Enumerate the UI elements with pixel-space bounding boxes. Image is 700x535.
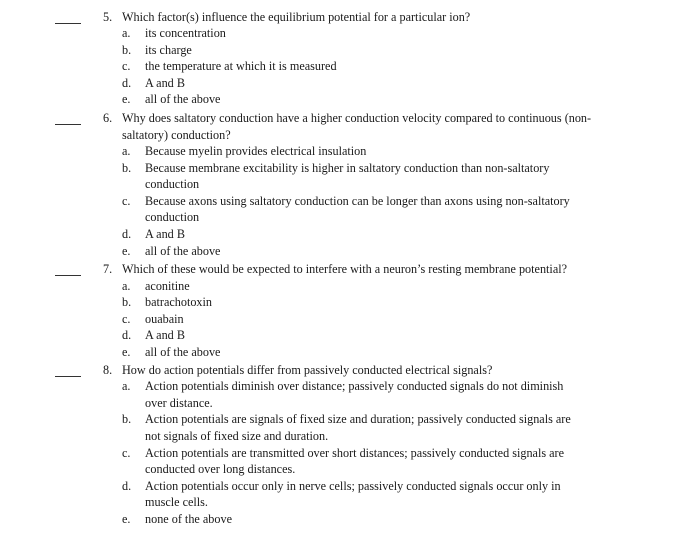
option-letter: d.: [122, 478, 132, 493]
answer-blank-5[interactable]: [55, 23, 81, 24]
option-text: its concentration: [145, 26, 226, 40]
option-letter: d.: [122, 227, 132, 241]
option-text: Action potentials diminish over distance; passively conducted signals do not diminish over distance.: [145, 379, 564, 410]
option-letter: b.: [122, 160, 132, 175]
option-text: aconitine: [145, 278, 190, 293]
option-text: all of the above: [145, 243, 221, 258]
option-text: A and B: [145, 75, 185, 90]
option-letter: a.: [122, 379, 131, 394]
option-letter: b.: [122, 295, 132, 310]
option-text: all of the above: [145, 345, 221, 359]
question-text: Why does saltatory conduction have a higher conduction velocity compared to continuous (non-saltatory) conduction?: [122, 111, 592, 142]
question-text: How do action potentials differ from passively conducted electrical signals?: [122, 362, 493, 377]
option-text: A and B: [145, 328, 185, 343]
answer-blank-6[interactable]: [55, 124, 81, 125]
option-text: Because membrane excitability is higher in saltatory conduction than non-saltatory conduction: [145, 160, 550, 192]
option-letter: a.: [122, 278, 131, 293]
question-text: Which of these would be expected to interfere with a neuron’s resting membrane potential?: [122, 262, 568, 276]
option-letter: d.: [122, 75, 132, 90]
option-text: A and B: [145, 227, 185, 241]
question-number: 5.: [103, 10, 113, 24]
option-text: Because myelin provides electrical insulation: [145, 144, 367, 158]
option-text: batrachotoxin: [145, 295, 213, 310]
option-letter: c.: [122, 59, 131, 74]
answer-blank-8[interactable]: [55, 376, 81, 377]
option-letter: b.: [122, 42, 132, 57]
answer-blank-7[interactable]: [55, 275, 81, 276]
option-text: Action potentials occur only in nerve cells; passively conducted signals occur only in muscle cells.: [145, 478, 561, 510]
option-letter: e.: [122, 243, 131, 258]
question-number: 7.: [103, 262, 113, 276]
option-letter: e.: [122, 92, 131, 107]
option-text: Action potentials are signals of fixed size and duration; passively conducted signals are not signals of fixed size and duration.: [145, 412, 571, 443]
option-letter: b.: [122, 412, 132, 427]
option-text: Action potentials are transmitted over short distances; passively conducted signals are conducted over long distances.: [145, 445, 564, 477]
option-letter: c.: [122, 193, 131, 208]
option-letter: a.: [122, 26, 131, 40]
option-letter: e.: [122, 512, 131, 526]
option-text: all of the above: [145, 92, 221, 107]
option-letter: c.: [122, 445, 131, 460]
option-text: none of the above: [145, 512, 232, 526]
option-letter: a.: [122, 144, 131, 158]
question-number: 6.: [103, 111, 113, 125]
option-letter: d.: [122, 328, 132, 343]
question-number: 8.: [103, 362, 113, 377]
option-letter: e.: [122, 345, 131, 359]
question-text: Which factor(s) influence the equilibrium potential for a particular ion?: [122, 10, 471, 24]
option-text: the temperature at which it is measured: [145, 59, 337, 74]
option-letter: c.: [122, 311, 131, 326]
option-text: ouabain: [145, 311, 184, 326]
option-text: Because axons using saltatory conduction can be longer than axons using non-saltatory conduction: [145, 193, 570, 225]
option-text: its charge: [145, 42, 192, 57]
